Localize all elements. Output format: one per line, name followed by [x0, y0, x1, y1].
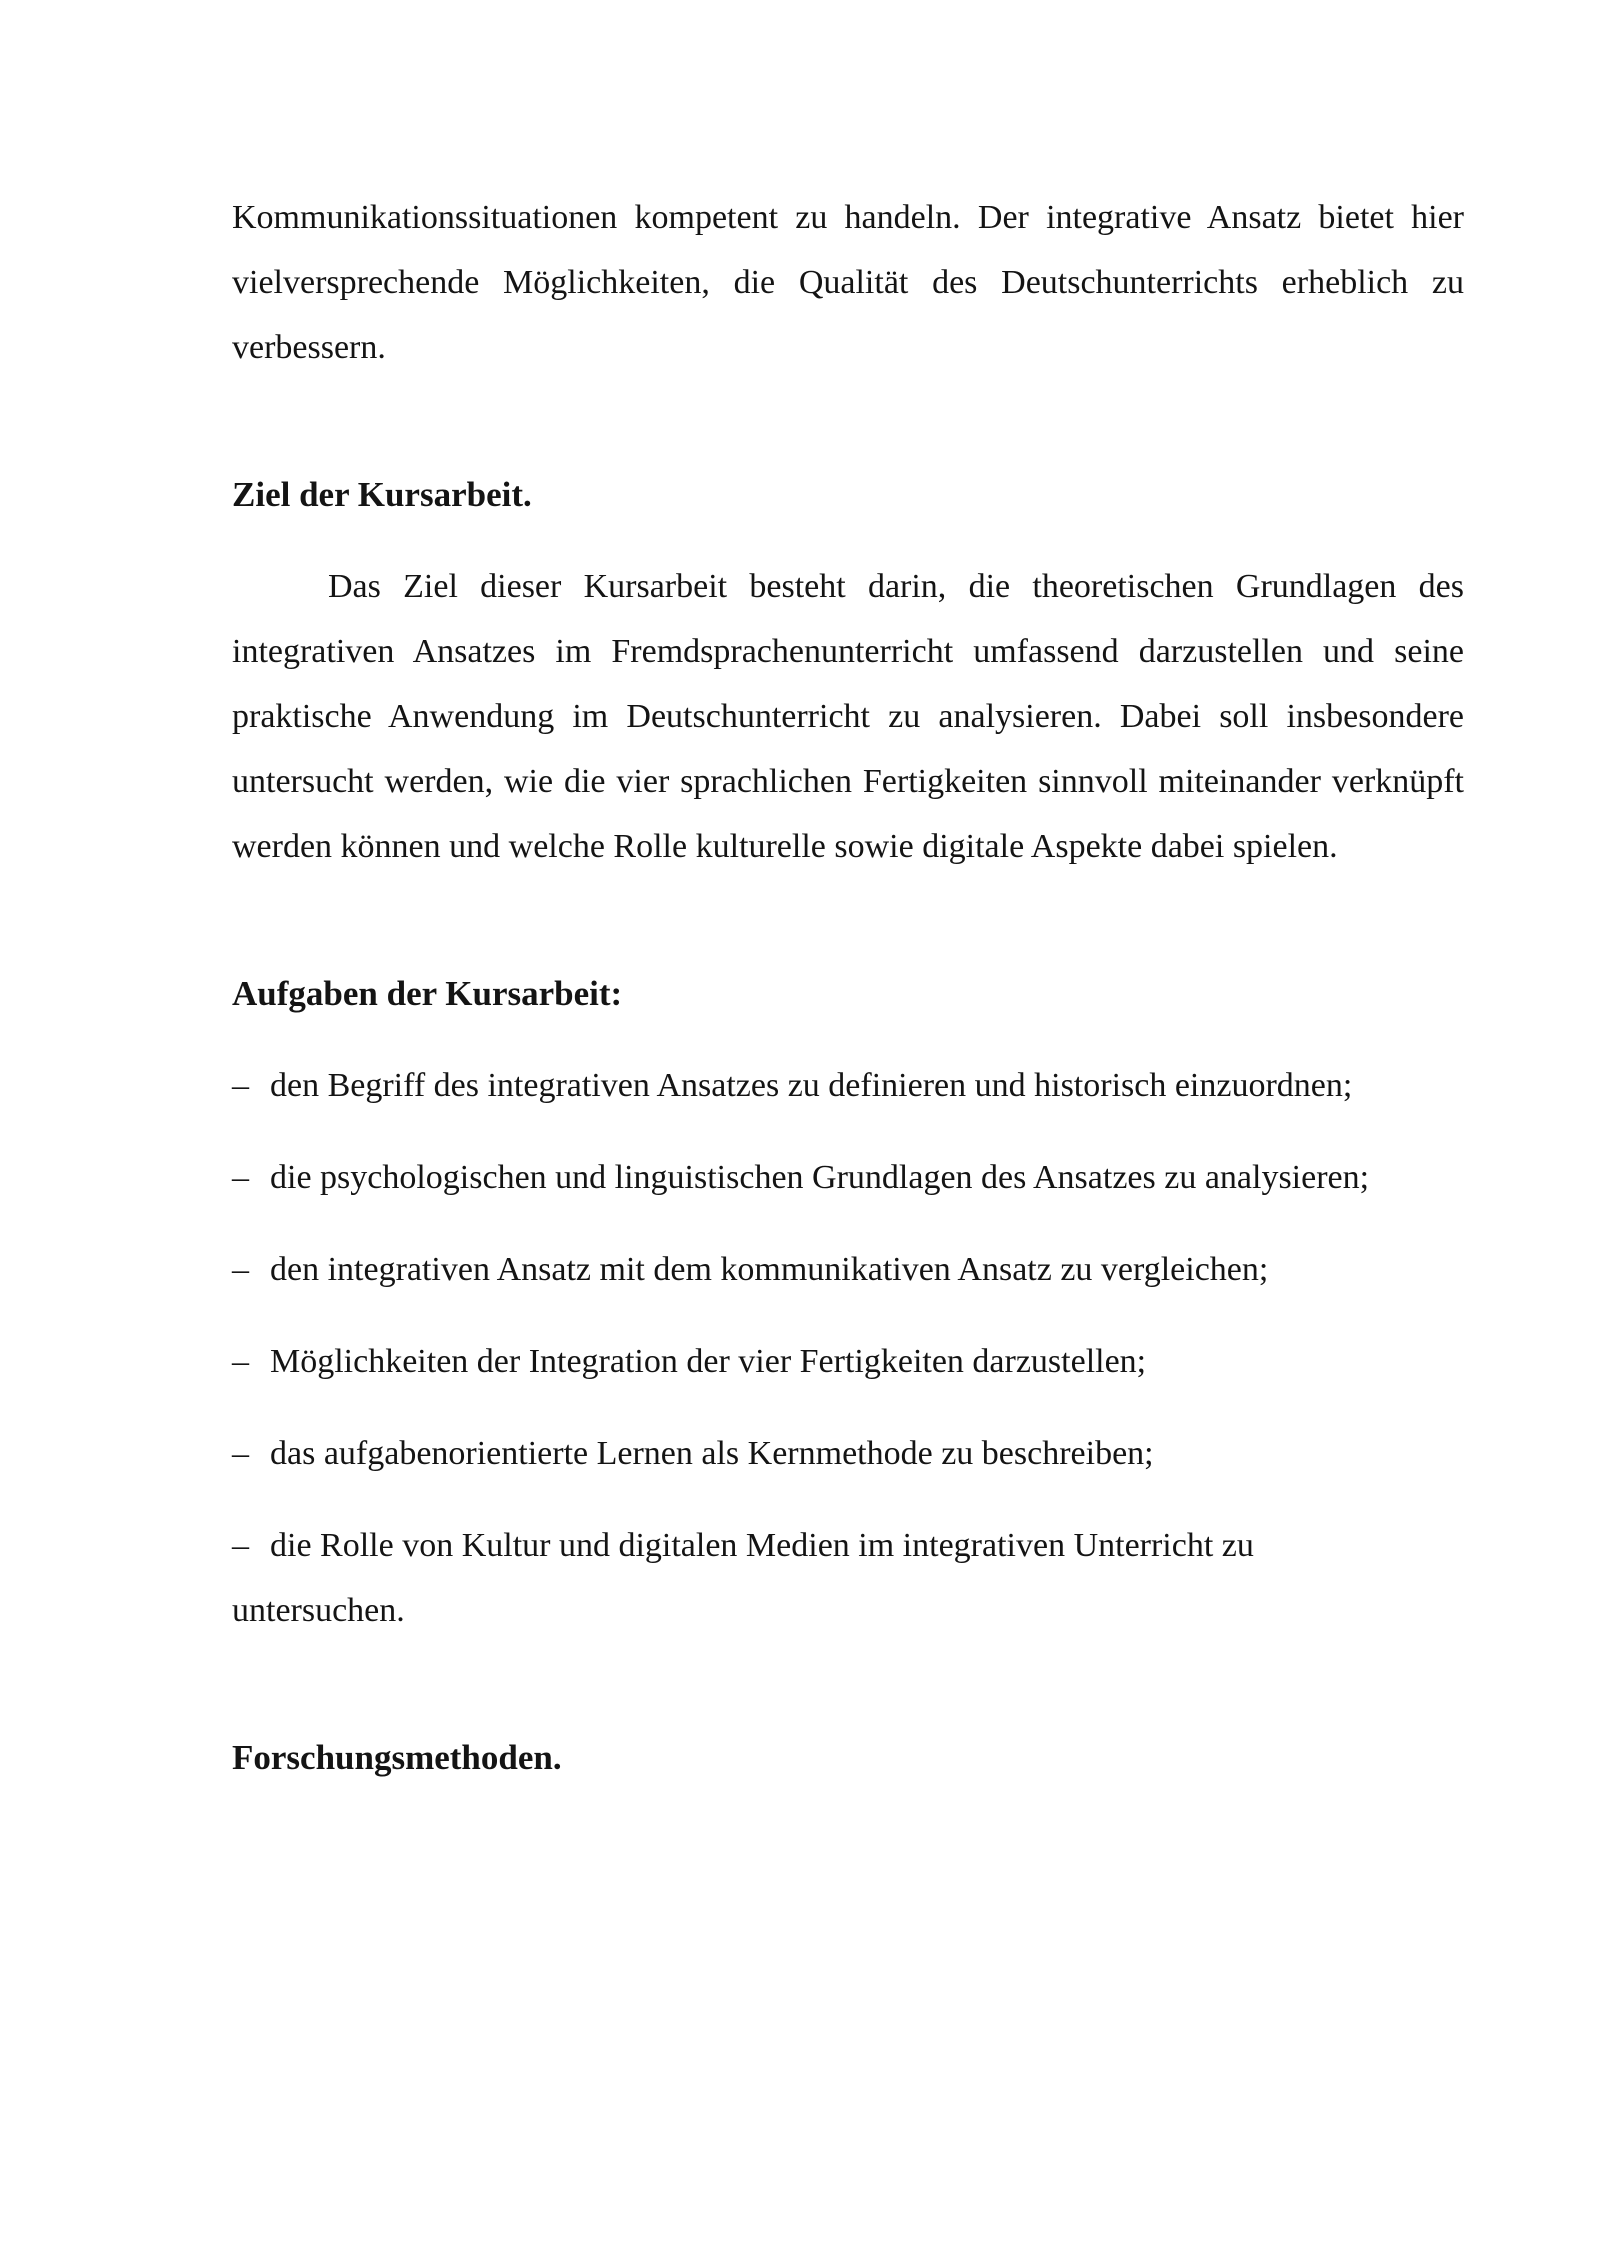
list-bullet: – [232, 1067, 249, 1104]
list-bullet: – [232, 1343, 249, 1380]
list-item [232, 1421, 1464, 1486]
list-item [232, 1513, 1464, 1643]
list-item-text: das aufgabenorientierte Lernen als Kernmethode zu beschreiben; [270, 1435, 1154, 1472]
tasks-heading: Aufgaben der Kursarbeit: [232, 974, 623, 1013]
list-item [232, 1329, 1464, 1394]
list-item-text: Möglichkeiten der Integration der vier Fertigkeiten darzustellen; [270, 1343, 1147, 1380]
list-item-text: die psychologischen und linguistischen Grundlagen des Ansatzes zu analysieren; [270, 1159, 1370, 1196]
intro-paragraph: Kommunikationssituationen kompetent zu handeln. Der integrative Ansatz bietet hier vielversprechende Möglichkeiten, die Qualität des Deutschunterrichts erheblich zu verbessern. [232, 199, 1464, 366]
list-item [232, 1237, 1464, 1302]
goal-heading: Ziel der Kursarbeit. [232, 475, 532, 514]
list-bullet: – [232, 1527, 249, 1564]
list-item [232, 1145, 1464, 1210]
methods-heading: Forschungsmethoden. [232, 1738, 562, 1777]
list-bullet: – [232, 1159, 249, 1196]
list-item-text: die Rolle von Kultur und digitalen Medien im integrativen Unterricht zu untersuchen. [232, 1527, 1254, 1629]
list-bullet: – [232, 1251, 249, 1288]
document-page [232, 185, 1464, 1790]
goal-paragraph: Das Ziel dieser Kursarbeit besteht darin, die theoretischen Grundlagen des integrativen Ansatzes im Fremdsprachenunterricht umfassend darzustellen und seine praktische Anwendung im Deutschunterricht zu analysieren. Dabei soll insbesondere untersucht werden, wie die vier sprachlichen Fertigkeiten sinnvoll miteinander verknüpft werden können und welche Rolle kulturelle sowie digitale Aspekte dabei spielen. [232, 568, 1464, 865]
list-bullet: – [232, 1435, 249, 1472]
tasks-list [232, 1053, 1464, 1643]
list-item [232, 1053, 1464, 1118]
list-item-text: den integrativen Ansatz mit dem kommunikativen Ansatz zu vergleichen; [270, 1251, 1269, 1288]
list-item-text: den Begriff des integrativen Ansatzes zu definieren und historisch einzuordnen; [270, 1067, 1353, 1104]
